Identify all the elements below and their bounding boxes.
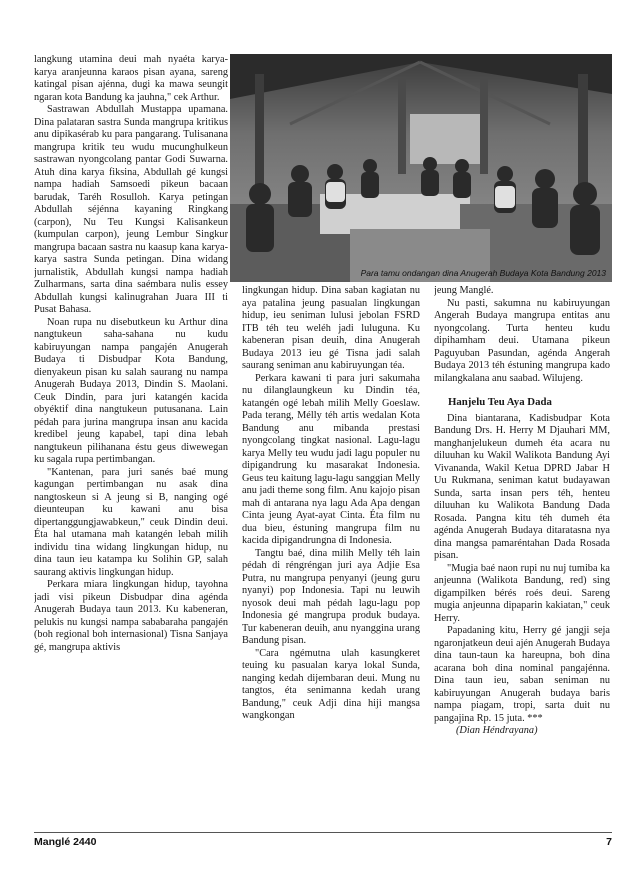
paragraph: Noan rupa nu disebutkeun ku Arthur dina nangtukeun saha-sahana nu kudu kabiruyungan nampa pangajén Anugerah Budaya ti Disbudpar Kota Bandung, dienyakeun pisan ku salah saurang nu nampa Anugerah Budaya 2013, Dindin S. Maolani. Ceuk Dindin, para juri katangén kacida obyéktif dina nangtukeun putusanana. Lain pédah para jurina mangrupa insan anu kacida kredibel jeung kapabel, tapi dina lebah nangtukeun pilihanana éstu geus diwewegan ku sagala rupa pertimbangan. bbox=[34, 316, 228, 465]
article-column-3 bbox=[434, 285, 610, 829]
paragraph: "Mugia baé naon rupi nu nuj tumiba ka anjeunna (Walikota Bandung, red) sing digampilken bérés roés deui. Sareng mugia anjeunna dipaparin kakiatan," ceuk Herry. bbox=[434, 562, 610, 624]
paragraph: Sastrawan Abdullah Mustappa upamana. Dina palataran sastra Sunda mangrupa kritikus anu dipikasérab ku para pangarang. Tulisanana mangrupa kritik teu wudu mucunghulkeun sastrawan nyongcolang pantar Godi Suwarna. Atuh dina karya fiksina, Abdullah gé kungsi nampa hadiah Samsoedi pikeun bacaan barudak, Taréh Rosulloh. Karya petingan Abdullah séjénna kayaning Ringkang (carpon), Nu Teu Kungsi Kalisankeun (kumpulan carpon), jeung Lembur Singkur mangrupa bacaan sastra nu kaasup kana karya-karya sastra Sunda petingan. Dina widang jurnalistik, Abdullah kungsi nampa hadiah Zulharmans, sarta dina saémbara nulis essey Abdullah kungsi kalinugrahan Juara III ti Pusat Bahasa. bbox=[34, 104, 228, 315]
magazine-issue: Manglé 2440 bbox=[34, 836, 97, 848]
section-subheading: Hanjelu Teu Aya Dada bbox=[448, 396, 552, 408]
article-column-2 bbox=[242, 285, 420, 829]
paragraph: jeung Manglé. bbox=[434, 285, 494, 296]
paragraph: langkung utamina deui mah nyaéta karya-karya aranjeunna karaos pisan ayana, sareng katingal pisan ajénna, dugi ka mawa seungit ngaran kota Bandung ka jauhna," cek Arthur. bbox=[34, 54, 228, 103]
paragraph: Tangtu baé, dina milih Melly téh lain pédah di réngréngan juri aya Adjie Esa Putra, nu mangrupa penyanyi (jeung guru nyanyi) pop Indonesia. Tapi nu leuwih nyosok deui mah pédah lagu-lagu pop Indonesia gé mangrupa produk budaya. Tur kabeneran deuih, anu nyanggina urang Bandung pisan. bbox=[242, 547, 420, 646]
author-signature: (Dian Héndrayana) bbox=[456, 725, 538, 736]
paragraph: Perkara kawani ti para juri sakumaha nu dilanglaungkeun ku Dindin téa, katangén ogé lebah milih Melly Goeslaw. Pada terang, Mélly téh artis wedalan Kota Bandung anu mibanda prestasi nyongcolang tingkat nasional. Lagu-lagu karya Melly teu wudu jadi lagu populer nu dipigandrung ku masarakat Indonesia. Geus teu kaitung lagu-lagu sanggian Melly anu jadi theme song film. Anu kajojo pisan mah di antarana nya lagu Ada Apa dengan Cinta jeung Ayat-ayat Cinta. Éta film nu dua bieu, éstuning mangrupa film nu kacida dipigandrungna di Indonesia. bbox=[242, 372, 420, 546]
paragraph: "Kantenan, para juri sanés baé mung kagungan pertimbangan nu asak dina nangtoskeun si A jeung si B, nanging ogé dieunteupan ku kawani anu bisa dipertanggungjawabkeun," ceuk Dindin deui. Éta hal utamana mah katangén lebah milih individu tina widang lingkungan hidup, nu dina taun ieu katampa ku Solihin GP, salah saurang aktivis lingkungan hidup. bbox=[34, 466, 228, 578]
article-column-1 bbox=[34, 54, 228, 829]
paragraph: Papadaning kitu, Herry gé jangji seja ngaronjatkeun deui ajén Anugerah Budaya dina taun-taun ka hareupna, boh dina acarana boh dina nominal pangajénna. Dina taun ieu, saban seniman nu kabiruyungan Anugerah budaya baris nampa piagam, tropi, sarta duit nu pangajina Rp. 15 juta. *** bbox=[434, 625, 610, 724]
page-footer bbox=[34, 832, 612, 849]
event-photo bbox=[230, 54, 612, 282]
audience-photo-illustration bbox=[230, 54, 612, 282]
paragraph: "Cara ngémutna ulah kasungkeret teuing ku pasualan karya lokal Sunda, nanging kedah dijembaran deui. Mung nu tangtos, éta senimanna kedah urang Bandung," ceuk Adji dina hiji mangsa wangkongan bbox=[242, 647, 420, 721]
paragraph: Nu pasti, sakumna nu kabiruyungan Angerah Budaya mangrupa entitas anu nyongcolang. Turta henteu kudu dipihamham deui. Utamana pikeun Paguyuban Pasundan, agénda Angerah Budaya 2013 téh éstuning mangrupa kado milangkalana anu saabad. Wilujeng. bbox=[434, 297, 610, 384]
page-number: 7 bbox=[606, 836, 612, 848]
photo-caption: Para tamu ondangan dina Anugerah Budaya Kota Bandung 2013 bbox=[360, 268, 606, 278]
paragraph: Perkara miara lingkungan hidup, tayohna jadi visi pikeun Disbudpar dina agénda Anugerah Budaya taun 2013. Ku kabeneran, pelukis nu kungsi nampa sababaraha pangajén (boh regional boh internasional) Tisna Sanjaya gé, mangrupa aktivis bbox=[34, 579, 228, 653]
paragraph: Dina biantarana, Kadisbudpar Kota Bandung Drs. H. Herry M Djauhari MM, manghanjelukeun dumeh éta acara nu diluuhan ku Wakil Walikota Bandung Ayi Vivananda, Wakil Ketua DPRD Jabar H Uu Rukmana, seniman katut budayawan Sunda, sarta insan pers téh, henteu diluuhan ku Walikota Bandung Dada Rosada. Pangna kitu téh dumeh éta agénda Anugerah Budaya ditaratasna nya dina mangsa pamaréntahan Dada Rosada pisan. bbox=[434, 412, 610, 561]
paragraph: lingkungan hidup. Dina saban kagiatan nu aya patalina jeung pasualan lingkungan hidup, ieu seniman lulusi jebolan FSRD ITB téh teu weléh jadi luluguna. Ku kabeneran pisan deuih, dina Anugerah Budaya 2013 ieu gé Tisna jadi salah saurang seniman anu kabiruyungan téa. bbox=[242, 285, 420, 371]
